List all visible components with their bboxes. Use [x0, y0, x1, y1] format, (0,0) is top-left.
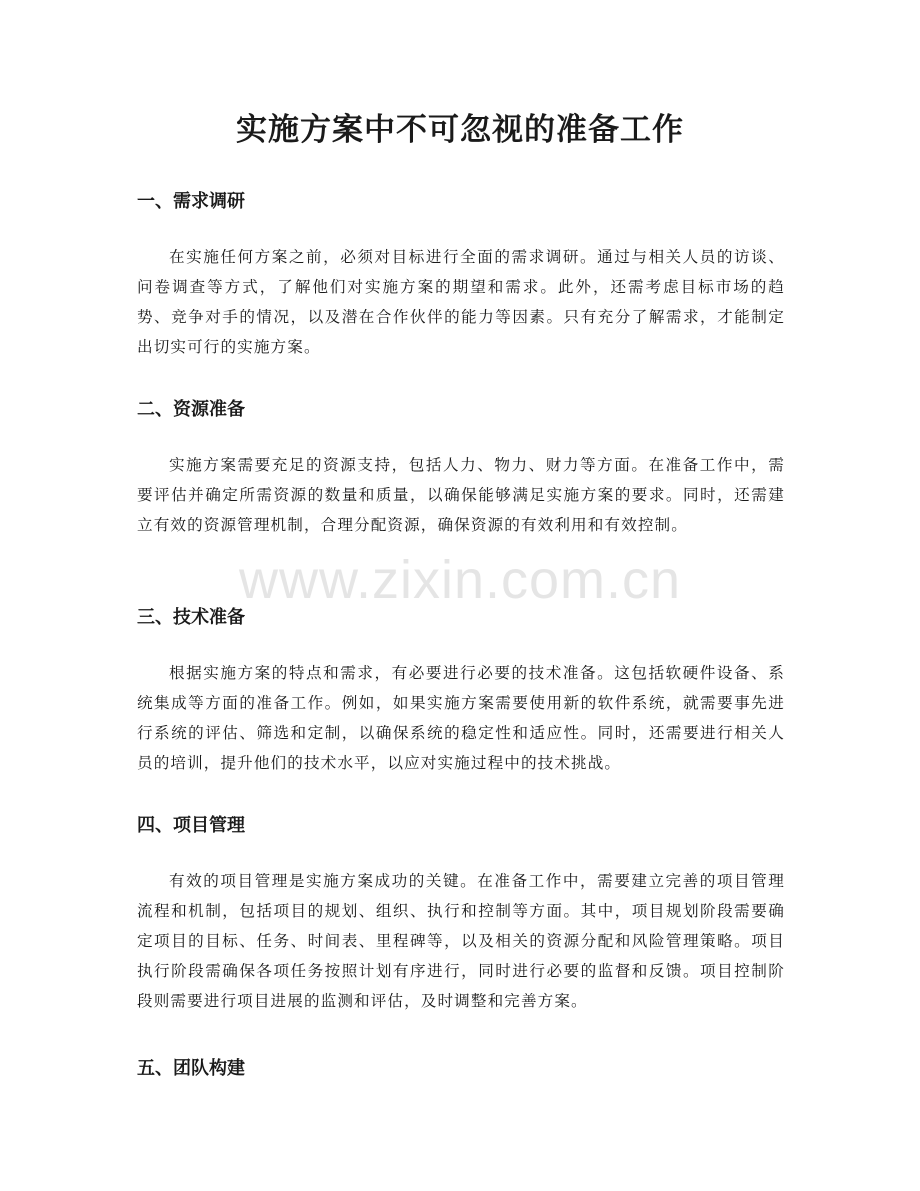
section-team-building — [137, 1056, 785, 1082]
section-resource-preparation — [137, 397, 785, 540]
section-paragraph: 实施方案需要充足的资源支持，包括人力、物力、财力等方面。在准备工作中，需要评估并确定所需资源的数量和质量，以确保能够满足实施方案的要求。同时，还需建立有效的资源管理机制，合理分配资源，确保资源的有效利用和有效控制。 — [137, 456, 785, 534]
section-paragraph: 有效的项目管理是实施方案成功的关键。在准备工作中，需要建立完善的项目管理流程和机制，包括项目的规划、组织、执行和控制等方面。其中，项目规划阶段需要确定项目的目标、任务、时间表、里程碑等，以及相关的资源分配和风险管理策略。项目执行阶段需确保各项任务按照计划有序进行，同时进行必要的监督和反馈。项目控制阶段则需要进行项目进展的监测和评估，及时调整和完善方案。 — [137, 872, 785, 1010]
section-heading: 二、资源准备 — [137, 399, 245, 420]
section-requirements-research — [137, 189, 785, 362]
section-technical-preparation — [137, 605, 785, 778]
section-heading: 五、团队构建 — [137, 1058, 245, 1079]
section-paragraph: 根据实施方案的特点和需求，有必要进行必要的技术准备。这包括软硬件设备、系统集成等方面的准备工作。例如，如果实施方案需要使用新的软件系统，就需要事先进行系统的评估、筛选和定制，以确保系统的稳定性和适应性。同时，还需要进行相关人员的培训，提升他们的技术水平，以应对实施过程中的技术挑战。 — [137, 664, 785, 772]
watermark-text: www.zixin.com.cn — [238, 550, 682, 610]
section-paragraph: 在实施任何方案之前，必须对目标进行全面的需求调研。通过与相关人员的访谈、问卷调查等方式，了解他们对实施方案的期望和需求。此外，还需考虑目标市场的趋势、竞争对手的情况，以及潜在合作伙伴的能力等因素。只有充分了解需求，才能制定出切实可行的实施方案。 — [137, 248, 785, 356]
section-heading: 四、项目管理 — [137, 815, 245, 836]
section-project-management — [137, 813, 785, 1016]
document-title: 实施方案中不可忽视的准备工作 — [236, 112, 684, 148]
section-heading: 三、技术准备 — [137, 607, 245, 628]
section-heading: 一、需求调研 — [137, 191, 245, 212]
